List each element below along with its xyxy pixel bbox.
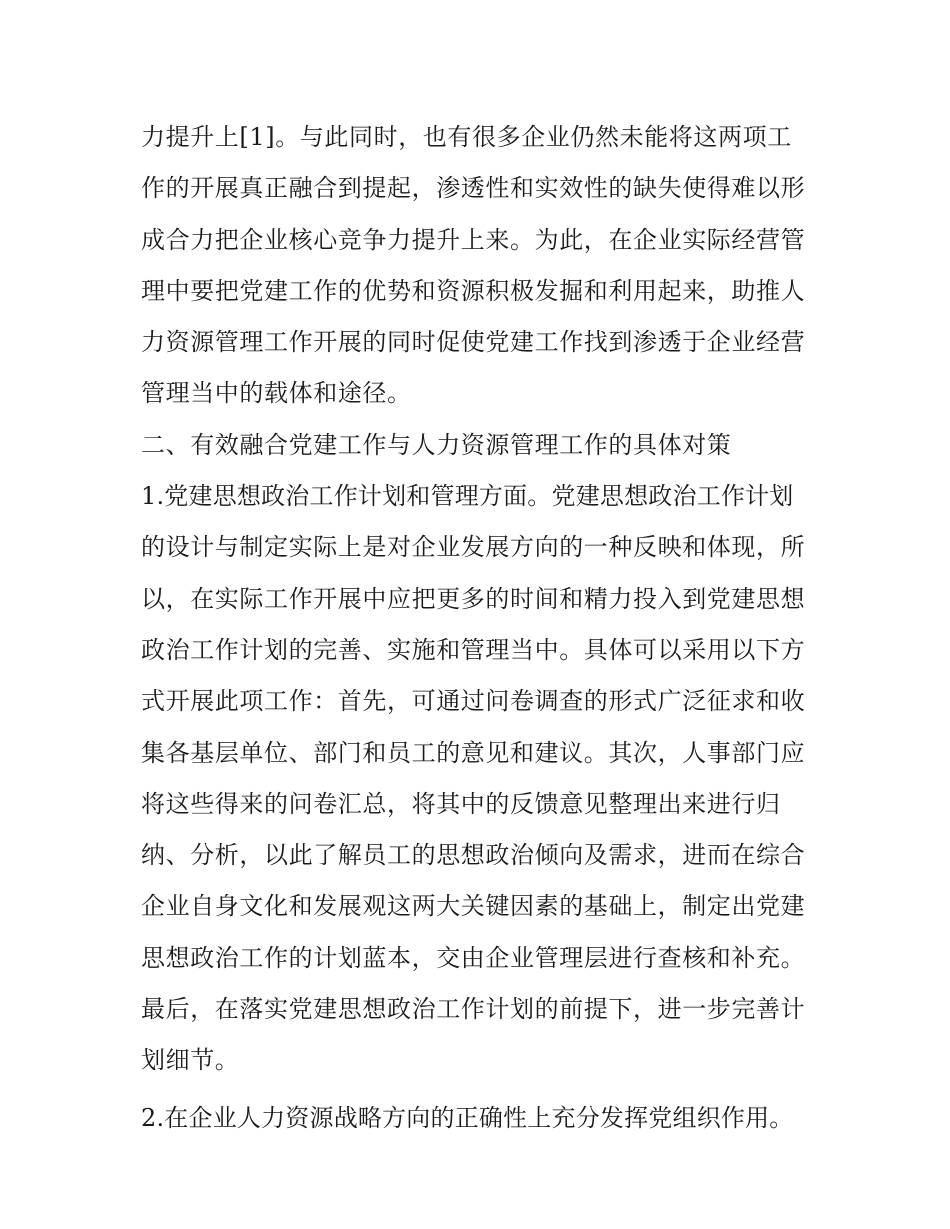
text-line: 2.在企业人力资源战略方向的正确性上充分发挥党组织作用。 bbox=[141, 1103, 794, 1132]
text-line: 政治工作计划的完善、实施和管理当中。具体可以采用以下方 bbox=[141, 635, 806, 664]
text-line: 力资源管理工作开展的同时促使党建工作找到渗透于企业经营 bbox=[141, 328, 806, 357]
section-heading: 二、有效融合党建工作与人力资源管理工作的具体对策 bbox=[141, 430, 732, 459]
text-line: 式开展此项工作：首先，可通过问卷调查的形式广泛征求和收 bbox=[141, 687, 806, 716]
text-line: 划细节。 bbox=[141, 1046, 240, 1075]
text-line: 以，在实际工作开展中应把更多的时间和精力投入到党建思想 bbox=[141, 584, 806, 613]
text-line: 的设计与制定实际上是对企业发展方向的一种反映和体现，所 bbox=[141, 533, 806, 562]
text-line: 管理当中的载体和途径。 bbox=[141, 379, 412, 408]
text-line: 企业自身文化和发展观这两大关键因素的基础上，制定出党建 bbox=[141, 892, 806, 921]
text-line: 1.党建思想政治工作计划和管理方面。党建思想政治工作计划 bbox=[141, 482, 794, 511]
text-line: 思想政治工作的计划蓝本，交由企业管理层进行查核和补充。 bbox=[141, 943, 806, 972]
body-text bbox=[141, 112, 821, 1144]
text-line: 作的开展真正融合到提起，渗透性和实效性的缺失使得难以形 bbox=[141, 174, 806, 203]
text-line: 集各基层单位、部门和员工的意见和建议。其次，人事部门应 bbox=[141, 738, 806, 767]
text-line: 最后，在落实党建思想政治工作计划的前提下，进一步完善计 bbox=[141, 995, 806, 1024]
text-line: 成合力把企业核心竞争力提升上来。为此，在企业实际经营管 bbox=[141, 225, 806, 254]
text-line: 纳、分析，以此了解员工的思想政治倾向及需求，进而在综合 bbox=[141, 841, 806, 870]
text-line: 力提升上[1]。与此同时，也有很多企业仍然未能将这两项工 bbox=[141, 123, 792, 151]
text-line: 理中要把党建工作的优势和资源积极发掘和利用起来，助推人 bbox=[141, 276, 806, 305]
text-line: 将这些得来的问卷汇总，将其中的反馈意见整理出来进行归 bbox=[141, 789, 781, 818]
